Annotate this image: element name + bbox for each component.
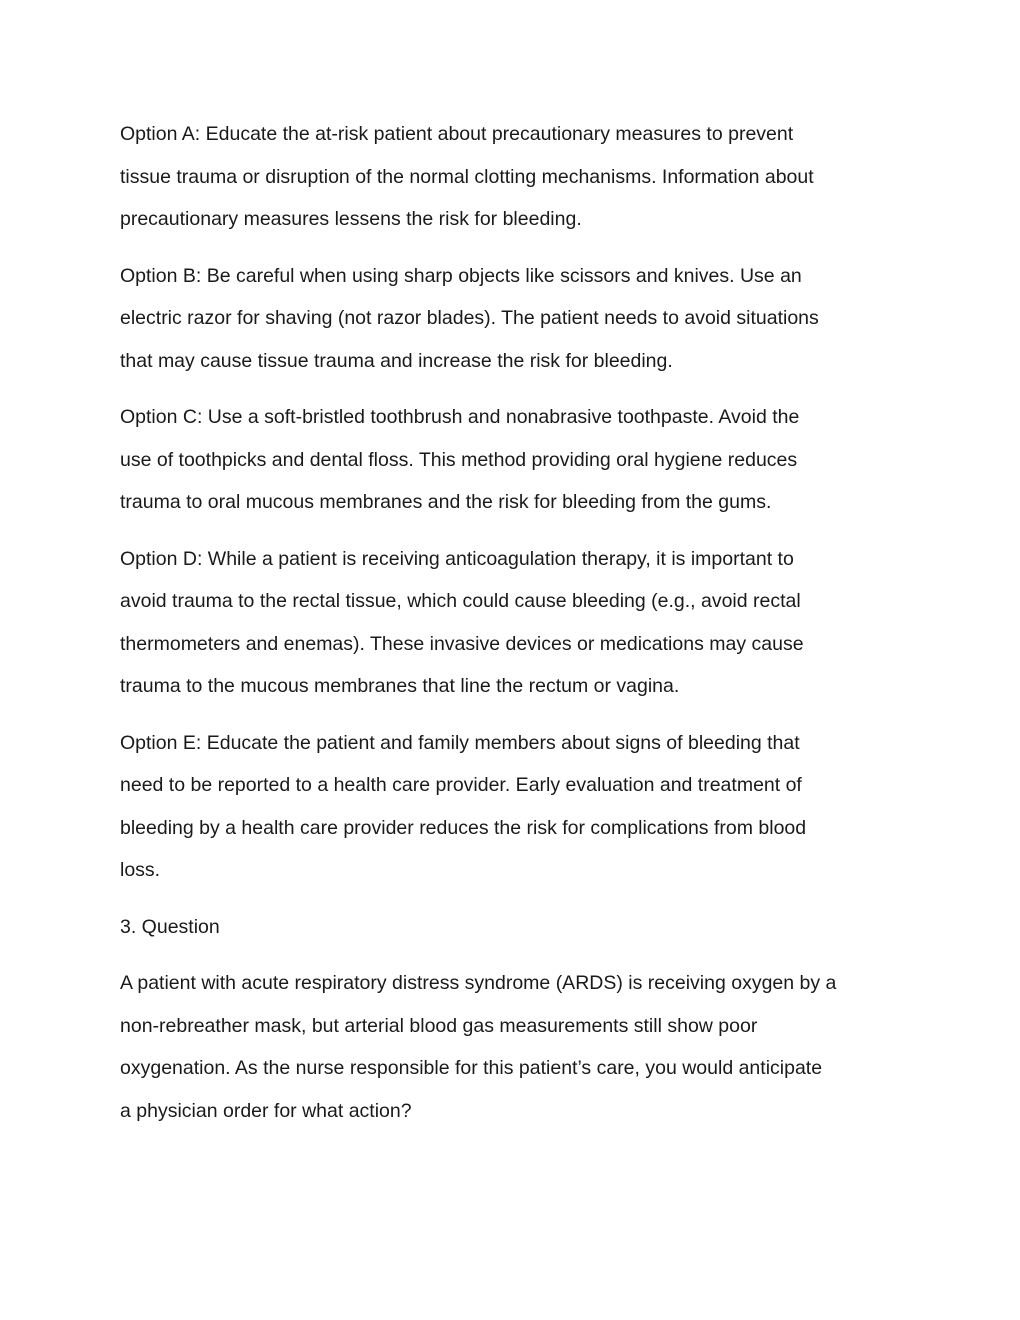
document-body <box>120 113 910 1146</box>
option-c-paragraph: Option C: Use a soft-bristled toothbrush and nonabrasive toothpaste. Avoid the use of toothpicks and dental floss. This method providing oral hygiene reduces trauma to oral mucous membranes and the risk for bleeding from the gums. <box>120 406 800 513</box>
option-a-paragraph: Option A: Educate the at-risk patient about precautionary measures to prevent tissue trauma or disruption of the normal clotting mechanisms. Information about precautionary measures lessens the risk for bleeding. <box>120 123 814 230</box>
option-d-paragraph: Option D: While a patient is receiving anticoagulation therapy, it is important to avoid trauma to the rectal tissue, which could cause bleeding (e.g., avoid rectal thermometers and enemas). These invasive devices or medications may cause trauma to the mucous membranes that line the rectum or vagina. <box>120 547 804 697</box>
option-b-paragraph: Option B: Be careful when using sharp objects like scissors and knives. Use an electric razor for shaving (not razor blades). The patient needs to avoid situations that may cause tissue trauma and increase the risk for bleeding. <box>120 264 819 372</box>
question-heading: 3. Question <box>120 915 220 938</box>
option-e-paragraph: Option E: Educate the patient and family members about signs of bleeding that need to be reported to a health care provider. Early evaluation and treatment of bleeding by a health care provider reduces the risk for complications from blood loss. <box>120 731 807 881</box>
question-text: A patient with acute respiratory distress syndrome (ARDS) is receiving oxygen by a non-rebreather mask, but arterial blood gas measurements still show poor oxygenation. As the nurse responsible for this patient’s care, you would anticipate a physician order for what action? <box>120 972 837 1122</box>
